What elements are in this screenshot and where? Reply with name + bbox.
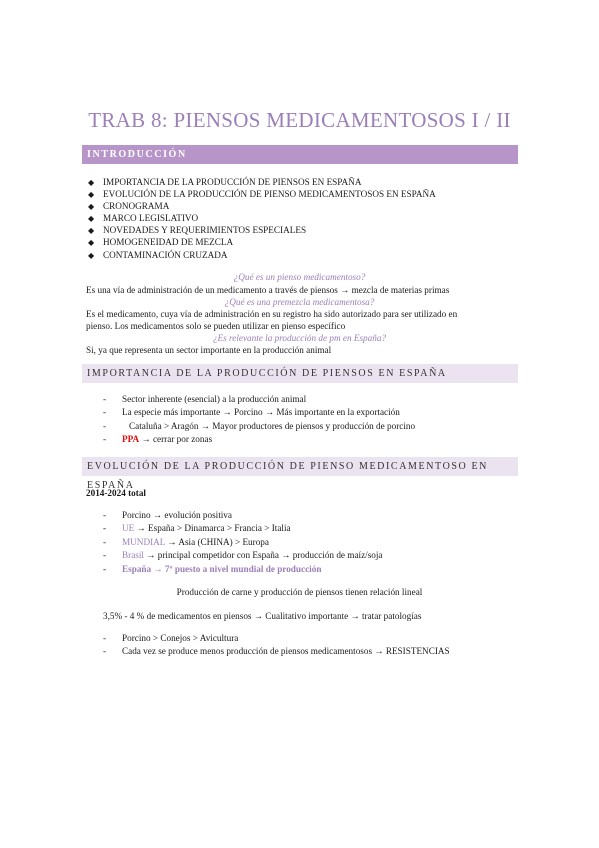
list-item: - España → 7º puesto a nivel mundial de producción (103, 563, 322, 574)
list-item: - Cataluña > Aragón → Mayor productores de piensos y producción de porcino (103, 420, 416, 431)
question-premezcla: ¿Qué es una premezcla medicamentosa? (224, 297, 375, 307)
list-item: - PPA → cerrar por zonas (103, 434, 213, 445)
diamond-bullet-icon: ◆ (88, 238, 95, 248)
period-heading: 2014-2024 total (86, 488, 146, 498)
list-item: - Porcino → evolución positiva (103, 510, 232, 520)
section-heading-importancia: IMPORTANCIA DE LA PRODUCCIÓN DE PIENSOS EN ESPAÑA (82, 364, 518, 383)
toc-item: ◆ CONTAMINACIÓN CRUZADA (88, 249, 436, 261)
list-item: - Cada vez se produce menos producción de piensos medicamentosos → RESISTENCIAS (103, 646, 450, 657)
answer-relevancia: Si, ya que representa un sector importante en la producción animal (86, 345, 332, 355)
table-of-contents (88, 176, 436, 261)
toc-item: ◆ EVOLUCIÓN DE LA PRODUCCIÓN DE PIENSO MEDICAMENTOSOS EN ESPAÑA (88, 188, 436, 200)
toc-item: ◆ MARCO LEGISLATIVO (88, 212, 436, 224)
diamond-bullet-icon: ◆ (88, 214, 95, 224)
document-title: TRAB 8: PIENSOS MEDICAMENTOSOS I / II (88, 108, 511, 132)
section-heading-evolucion: EVOLUCIÓN DE LA PRODUCCIÓN DE PIENSO MEDICAMENTOSO EN ESPAÑA (82, 457, 518, 476)
question-relevancia: ¿Es relevante la producción de pm en España? (212, 333, 387, 343)
section-heading-introduccion: INTRODUCCIÓN (82, 145, 518, 164)
diamond-bullet-icon: ◆ (88, 250, 95, 260)
list-item: - UE → España > Dinamarca > Francia > Italia (103, 523, 291, 534)
list-item: - MUNDIAL → Asia (CHINA) > Europa (103, 536, 269, 547)
list-item: - Porcino > Conejos > Avicultura (103, 633, 239, 643)
diamond-bullet-icon: ◆ (88, 226, 95, 236)
answer-premezcla-line2: pienso. Los medicamentos solo se pueden utilizar en pienso específico (86, 321, 346, 331)
evolucion-list-2 (103, 632, 450, 659)
relation-statement: Producción de carne y producción de piensos tienen relación lineal (176, 587, 423, 597)
diamond-bullet-icon: ◆ (88, 178, 95, 187)
list-item: - La especie más importante → Porcino → Más importante en la exportación (103, 407, 400, 418)
importancia-list (103, 393, 415, 447)
list-item: - Brasil → principal competidor con España → producción de maíz/soja (103, 550, 383, 561)
toc-item: ◆ NOVEDADES Y REQUERIMIENTOS ESPECIALES (88, 224, 436, 236)
evolucion-list (103, 509, 383, 576)
list-item: - Sector inherente (esencial) a la producción animal (103, 394, 307, 404)
answer-premezcla-line1: Es el medicamento, cuya vía de administración en su registro ha sido autorizado para ser utilizado en (86, 309, 458, 319)
diamond-bullet-icon: ◆ (88, 190, 95, 200)
diamond-bullet-icon: ◆ (88, 202, 95, 212)
toc-item: ◆ IMPORTANCIA DE LA PRODUCCIÓN DE PIENSOS EN ESPAÑA (88, 176, 436, 188)
toc-item: ◆ HOMOGENEIDAD DE MEZCLA (88, 236, 436, 248)
toc-item: ◆ CRONOGRAMA (88, 200, 436, 212)
answer-pienso-medicamentoso: Es una vía de administración de un medicamento a través de piensos → mezcla de materias primas (86, 285, 450, 295)
question-pienso-medicamentoso: ¿Qué es un pienso medicamentoso? (233, 272, 366, 282)
ppa-label: PPA (122, 434, 140, 445)
percent-statement: 3,5% - 4 % de medicamentos en piensos → Cualitativo importante → tratar patologías (103, 611, 422, 621)
